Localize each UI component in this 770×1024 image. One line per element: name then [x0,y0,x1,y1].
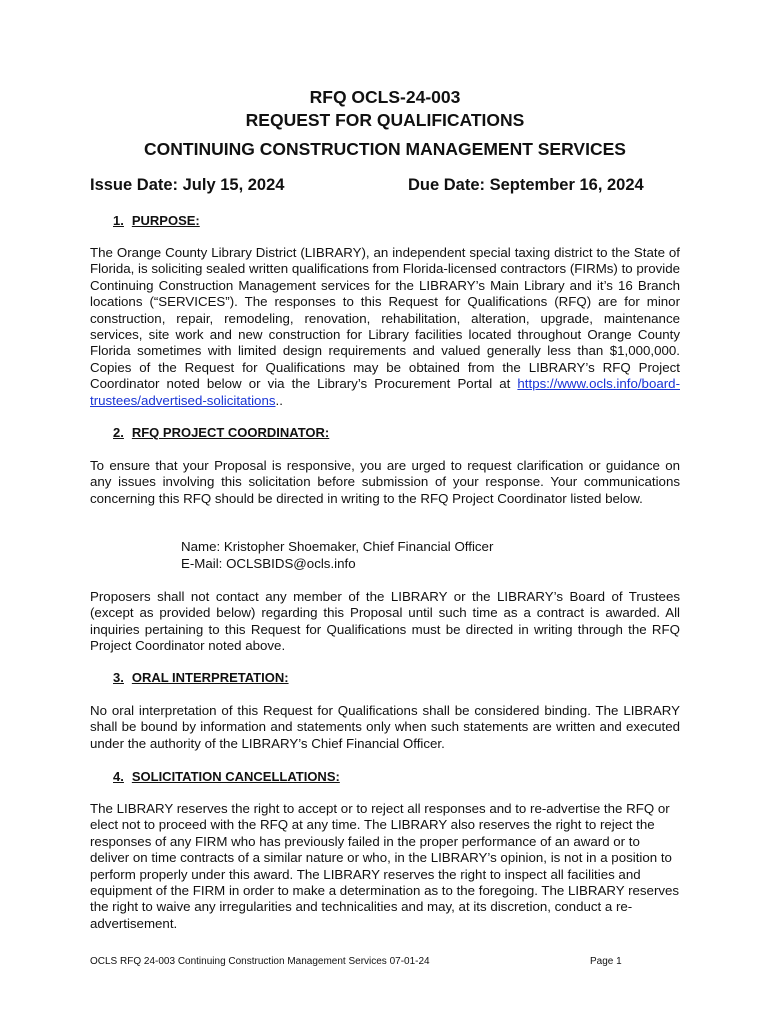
purpose-paragraph [90,245,680,409]
purpose-text: The Orange County Library District (LIBRARY), an independent special taxing district to the State of Florida, is soliciting sealed written qualifications from Florida-licensed contractors (FIRMs) to provide Continuing Construction Management services for the LIBRARY’s Main Library and it’s 16 Branch locations (“SERVICES”). The responses to this Request for Qualifications (RFQ) are for minor construction, repair, remodeling, renovation, rehabilitation, alteration, upgrade, maintenance services, site work and new construction for Library facilities located throughout Orange County Florida sometimes with limited design requirements and valued generally less than $1,000,000. Copies of the Request for Qualifications may be obtained from the LIBRARY’s RFQ Project Coordinator noted below or via the Library’s Procurement Portal at [90,245,680,392]
oral-paragraph: No oral interpretation of this Request for Qualifications shall be considered binding. The LIBRARY shall be bound by information and statements only when such statements are written and executed under the authority of the LIBRARY’s Chief Financial Officer. [90,703,680,751]
section-heading-coordinator [113,425,329,440]
section-heading-purpose [113,213,200,228]
coordinator-paragraph-2: Proposers shall not contact any member of the LIBRARY or the LIBRARY’s Board of Trustees (except as provided below) regarding this Proposal until such time as a contract is awarded. All inquiries pertaining to this Request for Qualifications must be directed in writing through the RFQ Project Coordinator noted above. [90,589,680,654]
section-title: ORAL INTERPRETATION: [131,670,289,685]
coordinator-paragraph: To ensure that your Proposal is responsive, you are urged to request clarification or guidance on any issues involving this solicitation before submission of your response. Your communications concerning this RFQ should be directed in writing to the RFQ Project Coordinator listed below. [90,458,680,506]
section-title: RFQ PROJECT COORDINATOR: [131,425,330,440]
purpose-text-end: .. [275,392,283,408]
coordinator-email: E-Mail: OCLSBIDS@ocls.info [181,556,356,571]
document-subject: CONTINUING CONSTRUCTION MANAGEMENT SERVICES [144,139,626,159]
section-title: SOLICITATION CANCELLATIONS: [131,769,340,784]
section-number: 2. [113,425,124,440]
document-type: REQUEST FOR QUALIFICATIONS [245,110,525,130]
cancellations-paragraph: The LIBRARY reserves the right to accept or to reject all responses and to re-advertise the RFQ or elect not to proceed with the RFQ at any time. The LIBRARY also reserves the right to reject the responses of any FIRM who has previously failed in the proper performance of an award or to deliver on time contracts of a similar nature or who, in the LIBRARY’s opinion, is not in a position to perform properly under this award. The LIBRARY reserves the right to inspect all facilities and equipment of the FIRM in order to make a determination as to the foregoing. The LIBRARY reserves the right to waive any irregularities and technicalities and may, at its discretion, conduct a re-advertisement. [90,801,680,931]
procurement-portal-link[interactable]: https://www.ocls.info/board-trustees/advertised-solicitations [90,376,680,408]
coordinator-name: Name: Kristopher Shoemaker, Chief Financial Officer [181,539,494,554]
section-number: 3. [113,670,124,685]
section-number: 1. [113,213,124,228]
footer-document-label: OCLS RFQ 24-003 Continuing Construction Management Services 07-01-24 [90,956,430,967]
section-heading-cancellations [113,769,340,784]
section-title: PURPOSE: [131,213,200,228]
section-number: 4. [113,769,124,784]
page-number: Page 1 [590,956,622,967]
issue-date: Issue Date: July 15, 2024 [90,176,285,194]
due-date: Due Date: September 16, 2024 [408,176,644,194]
section-heading-oral [113,670,289,685]
rfq-number: RFQ OCLS-24-003 [309,87,461,107]
